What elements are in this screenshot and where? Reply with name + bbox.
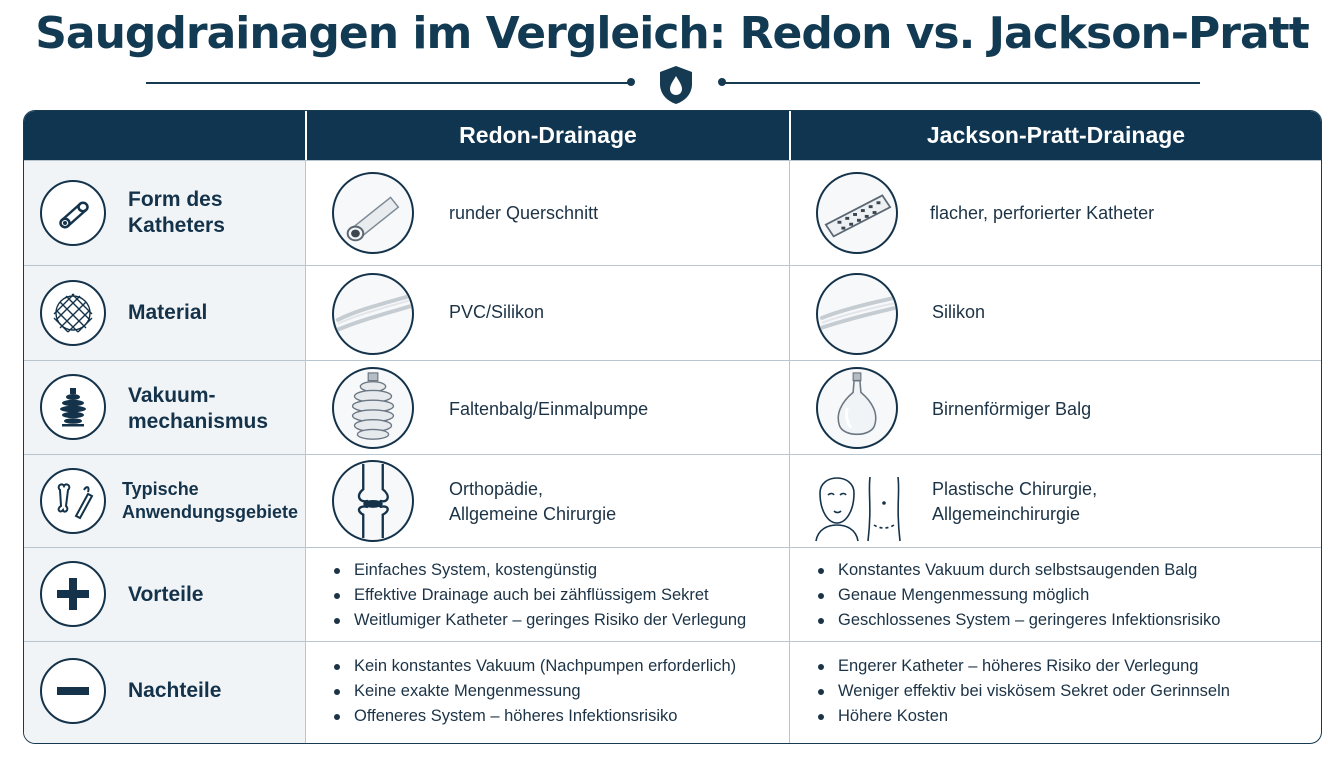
list-item: Effektive Drainage auch bei zähflüssigem Sekret [332,583,746,608]
redon-advantages-list [332,558,746,633]
redon-cell [306,642,790,744]
jackson-pratt-advantages-list [816,558,1220,633]
row-label-cell [24,361,306,454]
list-item: Geschlossenes System – geringeres Infektionsrisiko [816,608,1220,633]
table-row [24,641,1321,744]
jackson-pratt-form-text: flacher, perforierter Katheter [930,203,1155,223]
table-header [24,111,1321,160]
list-item: Einfaches System, kostengünstig [332,558,746,583]
row-label-cell [24,642,306,744]
redon-material-text: PVC/Silikon [449,302,545,322]
redon-cell [306,161,790,265]
bellows-icon [40,374,106,440]
jackson-pratt-cell [790,361,1322,454]
row-label-cell [24,548,306,641]
table-row [24,265,1321,360]
divider-dot-left [627,78,635,86]
jackson-pratt-cell [790,548,1322,641]
silicone-icon [816,273,898,355]
flat-perforated-catheter-icon [816,172,898,254]
row-label: Typische Anwendungsgebiete [122,479,299,522]
round-tube-icon [332,172,414,254]
redon-form-text: runder Querschnitt [449,203,599,223]
list-item: Engerer Katheter – höheres Risiko der Verlegung [816,654,1230,679]
table-row [24,160,1321,265]
row-label: Nachteile [128,679,222,702]
list-item: Offeneres System – höheres Infektionsrisiko [332,704,736,729]
row-label: Vakuum- mechanismus [128,384,269,433]
row-label: Form des Katheters [128,188,225,237]
list-item: Genaue Mengenmessung möglich [816,583,1220,608]
jackson-pratt-cell [790,266,1322,360]
page-title: Saugdrainagen im Vergleich: Redon vs. Jackson-Pratt [35,8,1309,59]
knee-joint-icon [332,460,414,542]
divider-dot-right [718,78,726,86]
table-row [24,454,1321,547]
table-row [24,360,1321,454]
jackson-pratt-cell [790,161,1322,265]
row-label: Vorteile [128,583,204,606]
pvc-silicone-icon [332,273,414,355]
redon-cell [306,361,790,454]
mesh-icon [40,280,106,346]
face-abdomen-icon [810,463,910,543]
list-item: Keine exakte Mengenmessung [332,679,736,704]
redon-vacuum-text: Faltenbalg/Einmalpumpe [449,399,649,419]
list-item: Weniger effektiv bei viskösem Sekret oder Gerinnseln [816,679,1230,704]
redon-cell [306,548,790,641]
jackson-pratt-application-text: Plastische Chirurgie, Allgemeinchirurgie [932,479,1098,524]
tube-icon [40,180,106,246]
redon-cell [306,266,790,360]
title-divider-left [146,82,630,84]
header-separator [789,111,791,160]
redon-disadvantages-list [332,654,736,729]
plus-icon [40,561,106,627]
row-label-cell [24,455,306,547]
redon-cell [306,455,790,547]
jackson-pratt-material-text: Silikon [932,302,986,322]
bellows-pump-icon [332,367,414,449]
title-divider-right [724,82,1200,84]
column-header-jackson-pratt: Jackson-Pratt-Drainage [926,122,1186,148]
jackson-pratt-cell [790,455,1322,547]
shield-drop-icon [656,64,696,106]
column-header-redon: Redon-Drainage [459,122,637,148]
list-item: Kein konstantes Vakuum (Nachpumpen erforderlich) [332,654,736,679]
row-label-cell [24,266,306,360]
list-item: Weitlumiger Katheter – geringes Risiko der Verlegung [332,608,746,633]
jackson-pratt-disadvantages-list [816,654,1230,729]
row-label-cell [24,161,306,265]
jackson-pratt-cell [790,642,1322,744]
header-separator [305,111,307,160]
redon-application-text: Orthopädie, Allgemeine Chirurgie [449,479,617,524]
comparison-table [23,110,1322,744]
jackson-pratt-vacuum-text: Birnenförmiger Balg [932,399,1092,419]
list-item: Höhere Kosten [816,704,1230,729]
bulb-icon [816,367,898,449]
row-label: Material [128,301,208,324]
bone-scalpel-icon [40,468,106,534]
minus-icon [40,658,106,724]
table-row [24,547,1321,641]
list-item: Konstantes Vakuum durch selbstsaugenden Balg [816,558,1220,583]
